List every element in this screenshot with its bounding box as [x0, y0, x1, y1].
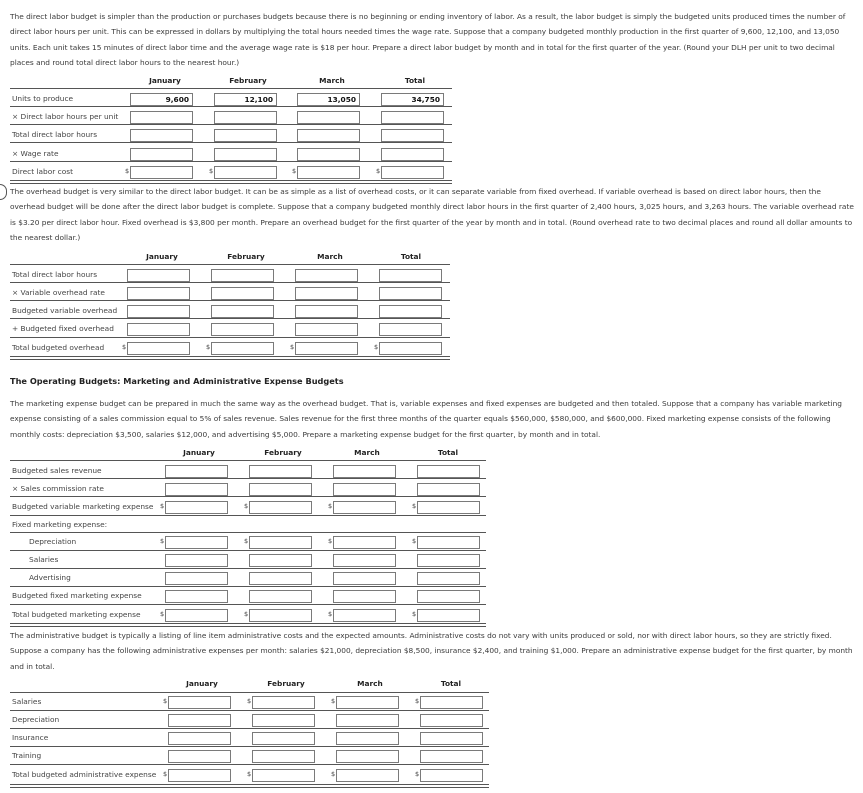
- admin-training-march[interactable]: [336, 750, 399, 763]
- marketing-header-rule: [10, 460, 486, 461]
- labor-total-hours-february[interactable]: [214, 129, 277, 142]
- marketing-total-february[interactable]: [249, 609, 312, 622]
- labor-units-february[interactable]: 12,100: [214, 93, 277, 106]
- labor-cost-total[interactable]: [381, 166, 444, 179]
- marketing-sales-total[interactable]: [417, 465, 480, 478]
- marketing-fixed-total[interactable]: [417, 590, 480, 603]
- marketing-total-january[interactable]: [165, 609, 228, 622]
- labor-wage-january[interactable]: [130, 148, 193, 161]
- currency-symbol: $: [331, 697, 336, 705]
- admin-row-rule: [10, 746, 489, 747]
- marketing-row-rule: [10, 496, 486, 497]
- overhead-rate-january[interactable]: [127, 287, 190, 300]
- overhead-rate-march[interactable]: [295, 287, 358, 300]
- overhead-row-dlh: Total direct labor hours: [12, 270, 98, 279]
- currency-symbol: $: [328, 502, 333, 510]
- currency-symbol: $: [415, 697, 420, 705]
- admin-total-february[interactable]: [252, 769, 315, 782]
- currency-symbol: $: [331, 770, 336, 778]
- marketing-total-march[interactable]: [333, 609, 396, 622]
- marketing-row-depreciation: Depreciation: [29, 537, 77, 546]
- labor-row-rule: [10, 161, 452, 162]
- overhead-total-total[interactable]: [379, 342, 442, 355]
- labor-hpu-january[interactable]: [130, 111, 193, 124]
- marketing-variable-total[interactable]: [417, 501, 480, 514]
- admin-row-training: Training: [12, 751, 42, 760]
- labor-row-wage-rate: × Wage rate: [12, 149, 59, 158]
- marketing-salaries-january[interactable]: [165, 554, 228, 567]
- marketing-row-sales: Budgeted sales revenue: [12, 466, 102, 475]
- admin-header-rule: [10, 692, 489, 693]
- labor-cost-march[interactable]: [297, 166, 360, 179]
- admin-salaries-total[interactable]: [420, 696, 483, 709]
- admin-total-total[interactable]: [420, 769, 483, 782]
- marketing-variable-march[interactable]: [333, 501, 396, 514]
- admin-total-january[interactable]: [168, 769, 231, 782]
- marketing-fixed-february[interactable]: [249, 590, 312, 603]
- marketing-row-rule: [10, 550, 486, 551]
- overhead-total-february[interactable]: [211, 342, 274, 355]
- marketing-variable-february[interactable]: [249, 501, 312, 514]
- marketing-depreciation-january[interactable]: [165, 536, 228, 549]
- overhead-dlh-total[interactable]: [379, 269, 442, 282]
- marketing-row-salaries: Salaries: [29, 555, 59, 564]
- overhead-fixed-total[interactable]: [379, 323, 442, 336]
- currency-symbol: $: [244, 537, 249, 545]
- marketing-advertising-january[interactable]: [165, 572, 228, 585]
- currency-symbol: $: [244, 502, 249, 510]
- overhead-row-rule: [10, 282, 450, 283]
- overhead-variable-total[interactable]: [379, 305, 442, 318]
- overhead-col-total: Total: [400, 252, 422, 261]
- marketing-total-total[interactable]: [417, 609, 480, 622]
- currency-symbol: $: [412, 502, 417, 510]
- labor-row-cost: Direct labor cost: [12, 167, 73, 176]
- admin-depreciation-february[interactable]: [252, 714, 315, 727]
- marketing-advertising-march[interactable]: [333, 572, 396, 585]
- overhead-row-fixed: + Budgeted fixed overhead: [12, 324, 114, 333]
- overhead-header-rule: [10, 264, 450, 265]
- overhead-rate-total[interactable]: [379, 287, 442, 300]
- overhead-fixed-february[interactable]: [211, 323, 274, 336]
- marketing-col-march: March: [354, 448, 380, 457]
- currency-symbol: $: [163, 697, 168, 705]
- labor-hpu-total[interactable]: [381, 111, 444, 124]
- marketing-row-total: Total budgeted marketing expense: [12, 610, 141, 619]
- currency-symbol: $: [374, 343, 379, 351]
- labor-row-rule: [10, 142, 452, 143]
- marketing-row-rule: [10, 515, 486, 516]
- labor-row-rule: [10, 106, 452, 107]
- admin-depreciation-march[interactable]: [336, 714, 399, 727]
- currency-symbol: $: [290, 343, 295, 351]
- marketing-intro: The marketing expense budget can be prepared in much the same way as the overhead budget. That is, variable expenses and fixed expenses are budgeted and then totaled. Suppose that a company has variable marketing expense consisting of a sales commission equal to 5% of sales revenue. Sales revenue for the first three months of the quarter equals $560,000, $580,000, and $600,000. Fixed marketing expense consists of the following monthly costs: depreciation $3,500, salaries $12,000, and advertising $5,000. Prepare a marketing expense budget for the first quarter, by month and in total.: [10, 399, 842, 439]
- marketing-fixed-march[interactable]: [333, 590, 396, 603]
- overhead-col-january: January: [146, 252, 178, 261]
- labor-cost-january[interactable]: [130, 166, 193, 179]
- overhead-total-rule: [10, 356, 450, 360]
- labor-cost-february[interactable]: [214, 166, 277, 179]
- labor-row-units: Units to produce: [12, 94, 74, 103]
- marketing-sales-january[interactable]: [165, 465, 228, 478]
- admin-col-march: March: [357, 679, 383, 688]
- marketing-row-advertising: Advertising: [29, 573, 71, 582]
- admin-col-february: February: [267, 679, 305, 688]
- labor-hpu-march[interactable]: [297, 111, 360, 124]
- overhead-row-var-rate: × Variable overhead rate: [12, 288, 105, 297]
- overhead-total-march[interactable]: [295, 342, 358, 355]
- admin-insurance-january[interactable]: [168, 732, 231, 745]
- admin-row-insurance: Insurance: [12, 733, 49, 742]
- marketing-salaries-total[interactable]: [417, 554, 480, 567]
- admin-depreciation-total[interactable]: [420, 714, 483, 727]
- marketing-row-rule: [10, 604, 486, 605]
- marketing-row-fixed-total: Budgeted fixed marketing expense: [12, 591, 142, 600]
- marketing-sales-february[interactable]: [249, 465, 312, 478]
- overhead-col-march: March: [317, 252, 343, 261]
- marketing-rate-march[interactable]: [333, 483, 396, 496]
- labor-units-total[interactable]: 34,750: [381, 93, 444, 106]
- currency-symbol: $: [209, 167, 214, 175]
- currency-symbol: $: [328, 537, 333, 545]
- overhead-variable-january[interactable]: [127, 305, 190, 318]
- admin-training-january[interactable]: [168, 750, 231, 763]
- marketing-col-february: February: [264, 448, 302, 457]
- overhead-dlh-march[interactable]: [295, 269, 358, 282]
- admin-row-depreciation: Depreciation: [12, 715, 60, 724]
- labor-row-rule: [10, 124, 452, 125]
- overhead-intro: The overhead budget is very similar to the direct labor budget. It can be as simple as a list of overhead costs, or it can separate variable from fixed overhead. If variable overhead is based on direct labor hours, then the overhead budget will be done after the direct labor budget is complete. Suppose that a company budgeted monthly direct labor hours in the first quarter of 2,400 hours, 3,025 hours, and 3,263 hours. The variable overhead rate is $3.20 per direct labor hour. Fixed overhead is $3,800 per month. Prepare an overhead budget for the first quarter of the year by month and in total. (Round overhead rate to two decimal places and round all dollar amounts to the nearest dollar.): [10, 187, 854, 243]
- admin-row-rule: [10, 710, 489, 711]
- currency-symbol: $: [160, 610, 165, 618]
- marketing-depreciation-february[interactable]: [249, 536, 312, 549]
- marketing-advertising-february[interactable]: [249, 572, 312, 585]
- currency-symbol: $: [328, 610, 333, 618]
- admin-insurance-total[interactable]: [420, 732, 483, 745]
- marketing-total-rule: [10, 623, 486, 627]
- marketing-col-january: January: [183, 448, 215, 457]
- labor-header-rule: [10, 88, 452, 89]
- labor-wage-march[interactable]: [297, 148, 360, 161]
- admin-salaries-january[interactable]: [168, 696, 231, 709]
- marketing-sales-march[interactable]: [333, 465, 396, 478]
- labor-units-march[interactable]: 13,050: [297, 93, 360, 106]
- admin-col-total: Total: [440, 679, 462, 688]
- labor-row-total-hours: Total direct labor hours: [12, 130, 98, 139]
- labor-col-total: Total: [404, 76, 426, 85]
- labor-wage-total[interactable]: [381, 148, 444, 161]
- currency-symbol: $: [412, 537, 417, 545]
- admin-row-total: Total budgeted administrative expense: [12, 770, 157, 779]
- marketing-fixed-january[interactable]: [165, 590, 228, 603]
- admin-insurance-february[interactable]: [252, 732, 315, 745]
- marketing-rate-february[interactable]: [249, 483, 312, 496]
- overhead-fixed-january[interactable]: [127, 323, 190, 336]
- marketing-row-rule: [10, 568, 486, 569]
- marketing-row-rule: [10, 532, 486, 533]
- admin-intro: The administrative budget is typically a listing of line item administrative costs and the expected amounts. Administrative costs do not vary with units produced or sold, nor with direct labor hours, so they are strictly fixed. Suppose a company has the following administrative expenses per month: salaries $21,000, depreciation $8,500, insurance $2,400, and training $1,000. Prepare an administrative expense budget for the first quarter, by month and in total.: [10, 631, 853, 671]
- overhead-row-rule: [10, 300, 450, 301]
- admin-training-total[interactable]: [420, 750, 483, 763]
- admin-training-february[interactable]: [252, 750, 315, 763]
- admin-total-rule: [10, 784, 489, 788]
- marketing-salaries-march[interactable]: [333, 554, 396, 567]
- marketing-rate-january[interactable]: [165, 483, 228, 496]
- admin-total-march[interactable]: [336, 769, 399, 782]
- admin-row-rule: [10, 728, 489, 729]
- section-bracket-mark: [0, 184, 7, 200]
- overhead-dlh-february[interactable]: [211, 269, 274, 282]
- currency-symbol: $: [125, 167, 130, 175]
- labor-intro: The direct labor budget is simpler than the production or purchases budgets because there is no beginning or ending inventory of labor. As a result, the labor budget is simply the budgeted units produced times the number of direct labor hours per unit. This can be expressed in dollars by multiplying the total hours needed times the wage rate. Suppose that a company budgeted monthly production in the first quarter of 9,600, 12,100, and 13,050 units. Each unit takes 15 minutes of direct labor time and the average wage rate is $18 per hour. Prepare a direct labor budget by month and in total for the first quarter of the year. (Round your DLH per unit to two decimal places and round total direct labor hours to the nearest hour.): [10, 12, 846, 68]
- marketing-rate-total[interactable]: [417, 483, 480, 496]
- currency-symbol: $: [160, 502, 165, 510]
- admin-row-rule: [10, 764, 489, 765]
- overhead-fixed-march[interactable]: [295, 323, 358, 336]
- currency-symbol: $: [206, 343, 211, 351]
- currency-symbol: $: [244, 610, 249, 618]
- admin-row-salaries: Salaries: [12, 697, 42, 706]
- labor-total-hours-total[interactable]: [381, 129, 444, 142]
- marketing-depreciation-march[interactable]: [333, 536, 396, 549]
- admin-salaries-march[interactable]: [336, 696, 399, 709]
- overhead-variable-february[interactable]: [211, 305, 274, 318]
- labor-col-january: January: [149, 76, 181, 85]
- marketing-row-rule: [10, 478, 486, 479]
- marketing-row-rule: [10, 586, 486, 587]
- labor-col-february: February: [229, 76, 267, 85]
- labor-total-hours-march[interactable]: [297, 129, 360, 142]
- marketing-heading: The Operating Budgets: Marketing and Administrative Expense Budgets: [10, 376, 344, 386]
- currency-symbol: $: [122, 343, 127, 351]
- marketing-row-variable: Budgeted variable marketing expense: [12, 502, 154, 511]
- currency-symbol: $: [247, 697, 252, 705]
- marketing-advertising-total[interactable]: [417, 572, 480, 585]
- overhead-row-var-overhead: Budgeted variable overhead: [12, 306, 118, 315]
- overhead-row-rule: [10, 318, 450, 319]
- overhead-rate-february[interactable]: [211, 287, 274, 300]
- currency-symbol: $: [163, 770, 168, 778]
- marketing-salaries-february[interactable]: [249, 554, 312, 567]
- marketing-depreciation-total[interactable]: [417, 536, 480, 549]
- admin-col-january: January: [186, 679, 218, 688]
- currency-symbol: $: [376, 167, 381, 175]
- currency-symbol: $: [292, 167, 297, 175]
- marketing-row-commission: × Sales commission rate: [12, 484, 104, 493]
- overhead-dlh-january[interactable]: [127, 269, 190, 282]
- overhead-total-january[interactable]: [127, 342, 190, 355]
- overhead-row-rule: [10, 337, 450, 338]
- marketing-variable-january[interactable]: [165, 501, 228, 514]
- admin-insurance-march[interactable]: [336, 732, 399, 745]
- labor-wage-february[interactable]: [214, 148, 277, 161]
- overhead-row-total: Total budgeted overhead: [12, 343, 105, 352]
- admin-depreciation-january[interactable]: [168, 714, 231, 727]
- labor-row-hours-per-unit: × Direct labor hours per unit: [12, 112, 119, 121]
- currency-symbol: $: [412, 610, 417, 618]
- labor-total-hours-january[interactable]: [130, 129, 193, 142]
- admin-salaries-february[interactable]: [252, 696, 315, 709]
- currency-symbol: $: [160, 537, 165, 545]
- currency-symbol: $: [247, 770, 252, 778]
- labor-col-march: March: [319, 76, 345, 85]
- marketing-row-fixed-header: Fixed marketing expense:: [12, 520, 108, 529]
- overhead-col-february: February: [227, 252, 265, 261]
- currency-symbol: $: [415, 770, 420, 778]
- labor-units-january[interactable]: 9,600: [130, 93, 193, 106]
- labor-hpu-february[interactable]: [214, 111, 277, 124]
- marketing-col-total: Total: [437, 448, 459, 457]
- overhead-variable-march[interactable]: [295, 305, 358, 318]
